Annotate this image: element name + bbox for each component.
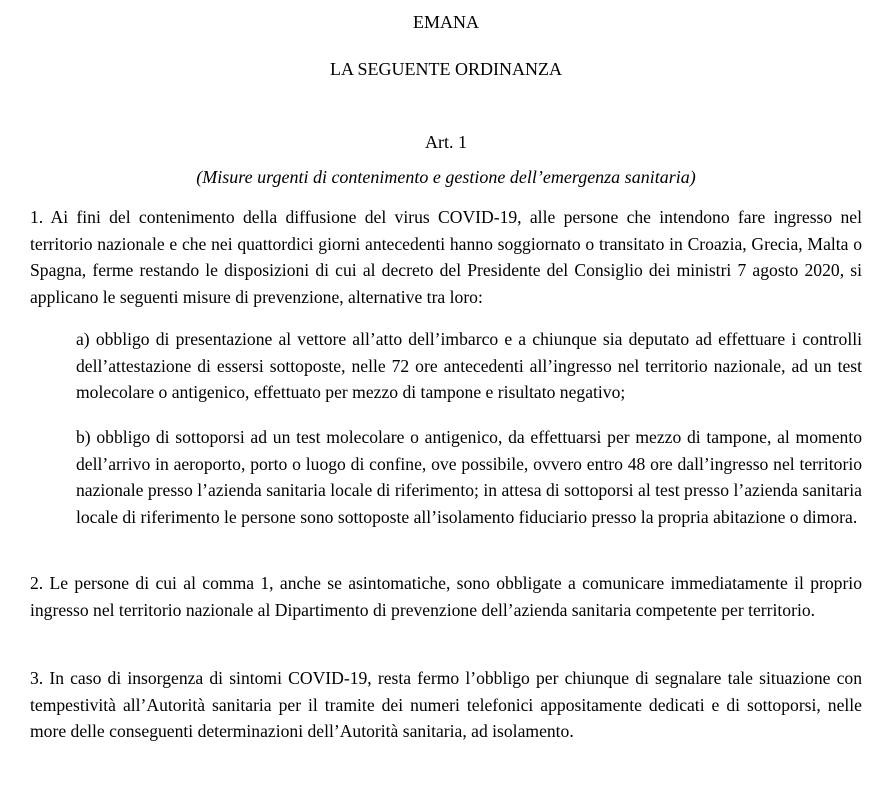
paragraph-1a: a) obbligo di presentazione al vettore all’atto dell’imbarco e a chiunque sia deputato ad effettuare i controlli dell’attestazione di essersi sottoposte, nelle 72 ore antecedenti all’ingresso nel territorio nazionale, ad un test molecolare o antigenico, effettuato per mezzo di tampone e risultato negativo;	[76, 329, 862, 403]
article-title: Art. 1	[425, 132, 467, 152]
emana-heading: EMANA	[413, 12, 479, 32]
paragraph-1: 1. Ai fini del contenimento della diffusione del virus COVID-19, alle persone che intendono fare ingresso nel territorio nazionale e che nei quattordici giorni antecedenti hanno soggiornato o transitato in Croazia, Grecia, Malta o Spagna, ferme restando le disposizioni di cui al decreto del Presidente del Consiglio dei ministri 7 agosto 2020, si applicano le seguenti misure di prevenzione, alternative tra loro:	[30, 207, 862, 308]
article-subtitle: (Misure urgenti di contenimento e gestione dell’emergenza sanitaria)	[196, 167, 696, 187]
paragraph-1b: b) obbligo di sottoporsi ad un test molecolare o antigenico, da effettuarsi per mezzo di tampone, al momento dell’arrivo in aeroporto, porto o luogo di confine, ove possibile, ovvero entro 48 ore dall’ingresso nel territorio nazionale presso l’azienda sanitaria locale di riferimento; in attesa di sottoporsi al test presso l’azienda sanitaria locale di riferimento le persone sono sottoposte all’isolamento fiduciario presso la propria abitazione o dimora.	[76, 427, 862, 528]
paragraph-2: 2. Le persone di cui al comma 1, anche se asintomatiche, sono obbligate a comunicare immediatamente il proprio ingresso nel territorio nazionale al Dipartimento di prevenzione dell’azienda sanitaria competente per territorio.	[30, 573, 862, 620]
ordinanza-heading: LA SEGUENTE ORDINANZA	[330, 59, 562, 79]
paragraph-3: 3. In caso di insorgenza di sintomi COVID-19, resta fermo l’obbligo per chiunque di segnalare tale situazione con tempestività all’Autorità sanitaria per il tramite dei numeri telefonici appositamente dedicati e di sottoporsi, nelle more delle conseguenti determinazioni dell’Autorità sanitaria, ad isolamento.	[30, 668, 862, 742]
